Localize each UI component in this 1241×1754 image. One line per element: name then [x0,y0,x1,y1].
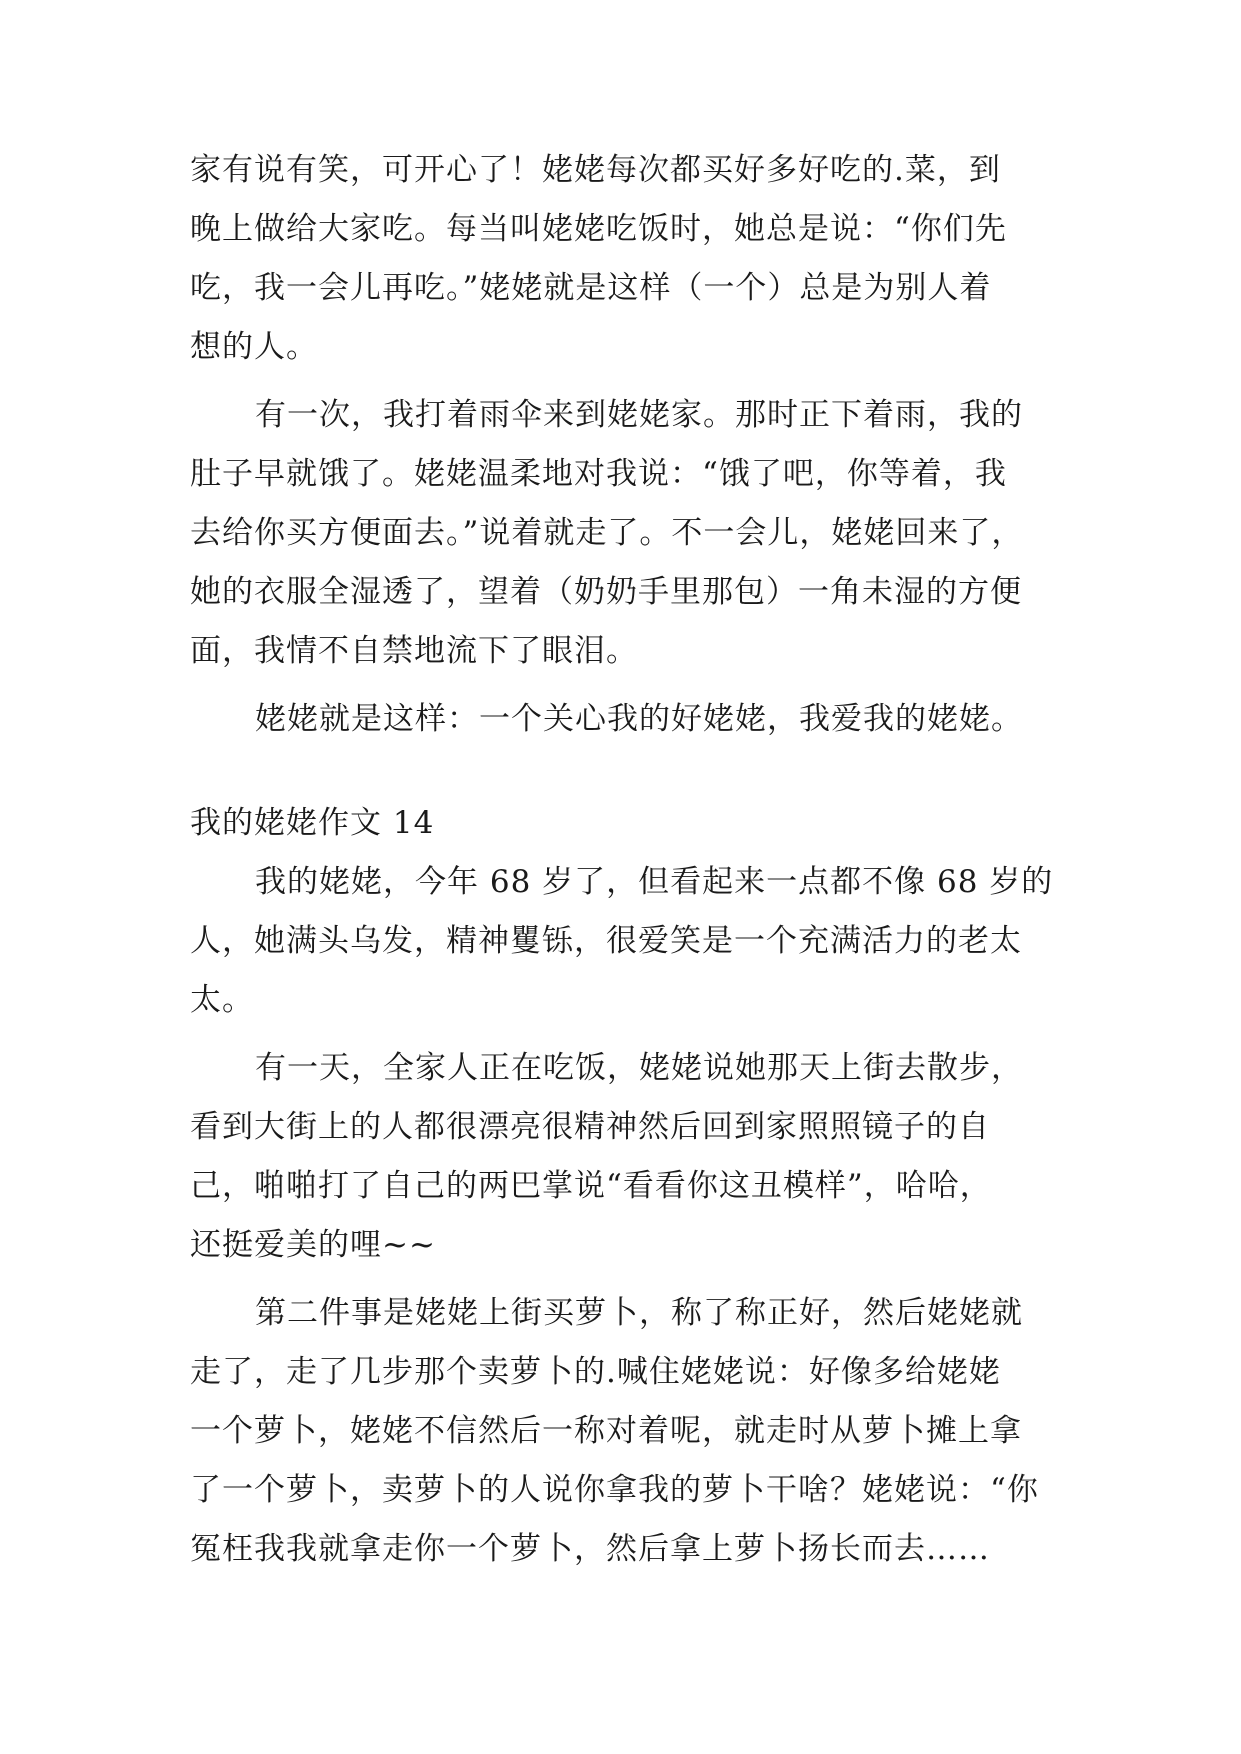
text-line: 人，她满头乌发，精神矍铄，很爱笑是一个充满活力的老太 [190,923,1022,959]
text-line: 去给你买方便面去。”说着就走了。不一会儿，姥姥回来了， [190,515,1024,551]
text-line: 面，我情不自禁地流下了眼泪。 [190,633,638,669]
text-line: 吃，我一会儿再吃。”姥姥就是这样（一个）总是为别人着 [190,270,992,306]
text-line: 晚上做给大家吃。每当叫姥姥吃饭时，她总是说：“你们先 [190,211,1007,247]
text-line: 姥姥就是这样：一个关心我的好姥姥，我爱我的姥姥。 [255,701,1023,737]
text-line: 家有说有笑，可开心了！姥姥每次都买好多好吃的.菜，到 [190,152,1001,188]
text-line: 肚子早就饿了。姥姥温柔地对我说：“饿了吧，你等着，我 [190,456,1007,492]
text-line: 己，啪啪打了自己的两巴掌说“看看你这丑模样”，哈哈， [190,1168,992,1204]
section-heading: 我的姥姥作文 14 [190,805,435,841]
text-line: 一个萝卜，姥姥不信然后一称对着呢，就走时从萝卜摊上拿 [190,1413,1022,1449]
text-line: 了一个萝卜，卖萝卜的人说你拿我的萝卜干啥？姥姥说：“你 [190,1472,1039,1508]
text-line: 想的人。 [190,329,318,365]
text-line: 有一次，我打着雨伞来到姥姥家。那时正下着雨，我的 [255,397,1023,433]
text-line: 走了，走了几步那个卖萝卜的.喊住姥姥说：好像多给姥姥 [190,1354,1001,1390]
text-line: 有一天，全家人正在吃饭，姥姥说她那天上街去散步， [255,1050,1023,1086]
text-line: 第二件事是姥姥上街买萝卜，称了称正好，然后姥姥就 [255,1295,1023,1331]
text-line: 冤枉我我就拿走你一个萝卜，然后拿上萝卜扬长而去…… [190,1531,990,1567]
text-line: 太。 [190,982,254,1018]
text-line: 看到大街上的人都很漂亮很精神然后回到家照照镜子的自 [190,1109,990,1145]
text-line: 还挺爱美的哩~~ [190,1227,436,1263]
text-line: 我的姥姥，今年 68 岁了，但看起来一点都不像 68 岁的 [255,864,1054,900]
text-line: 她的衣服全湿透了，望着（奶奶手里那包）一角未湿的方便 [190,574,1022,610]
